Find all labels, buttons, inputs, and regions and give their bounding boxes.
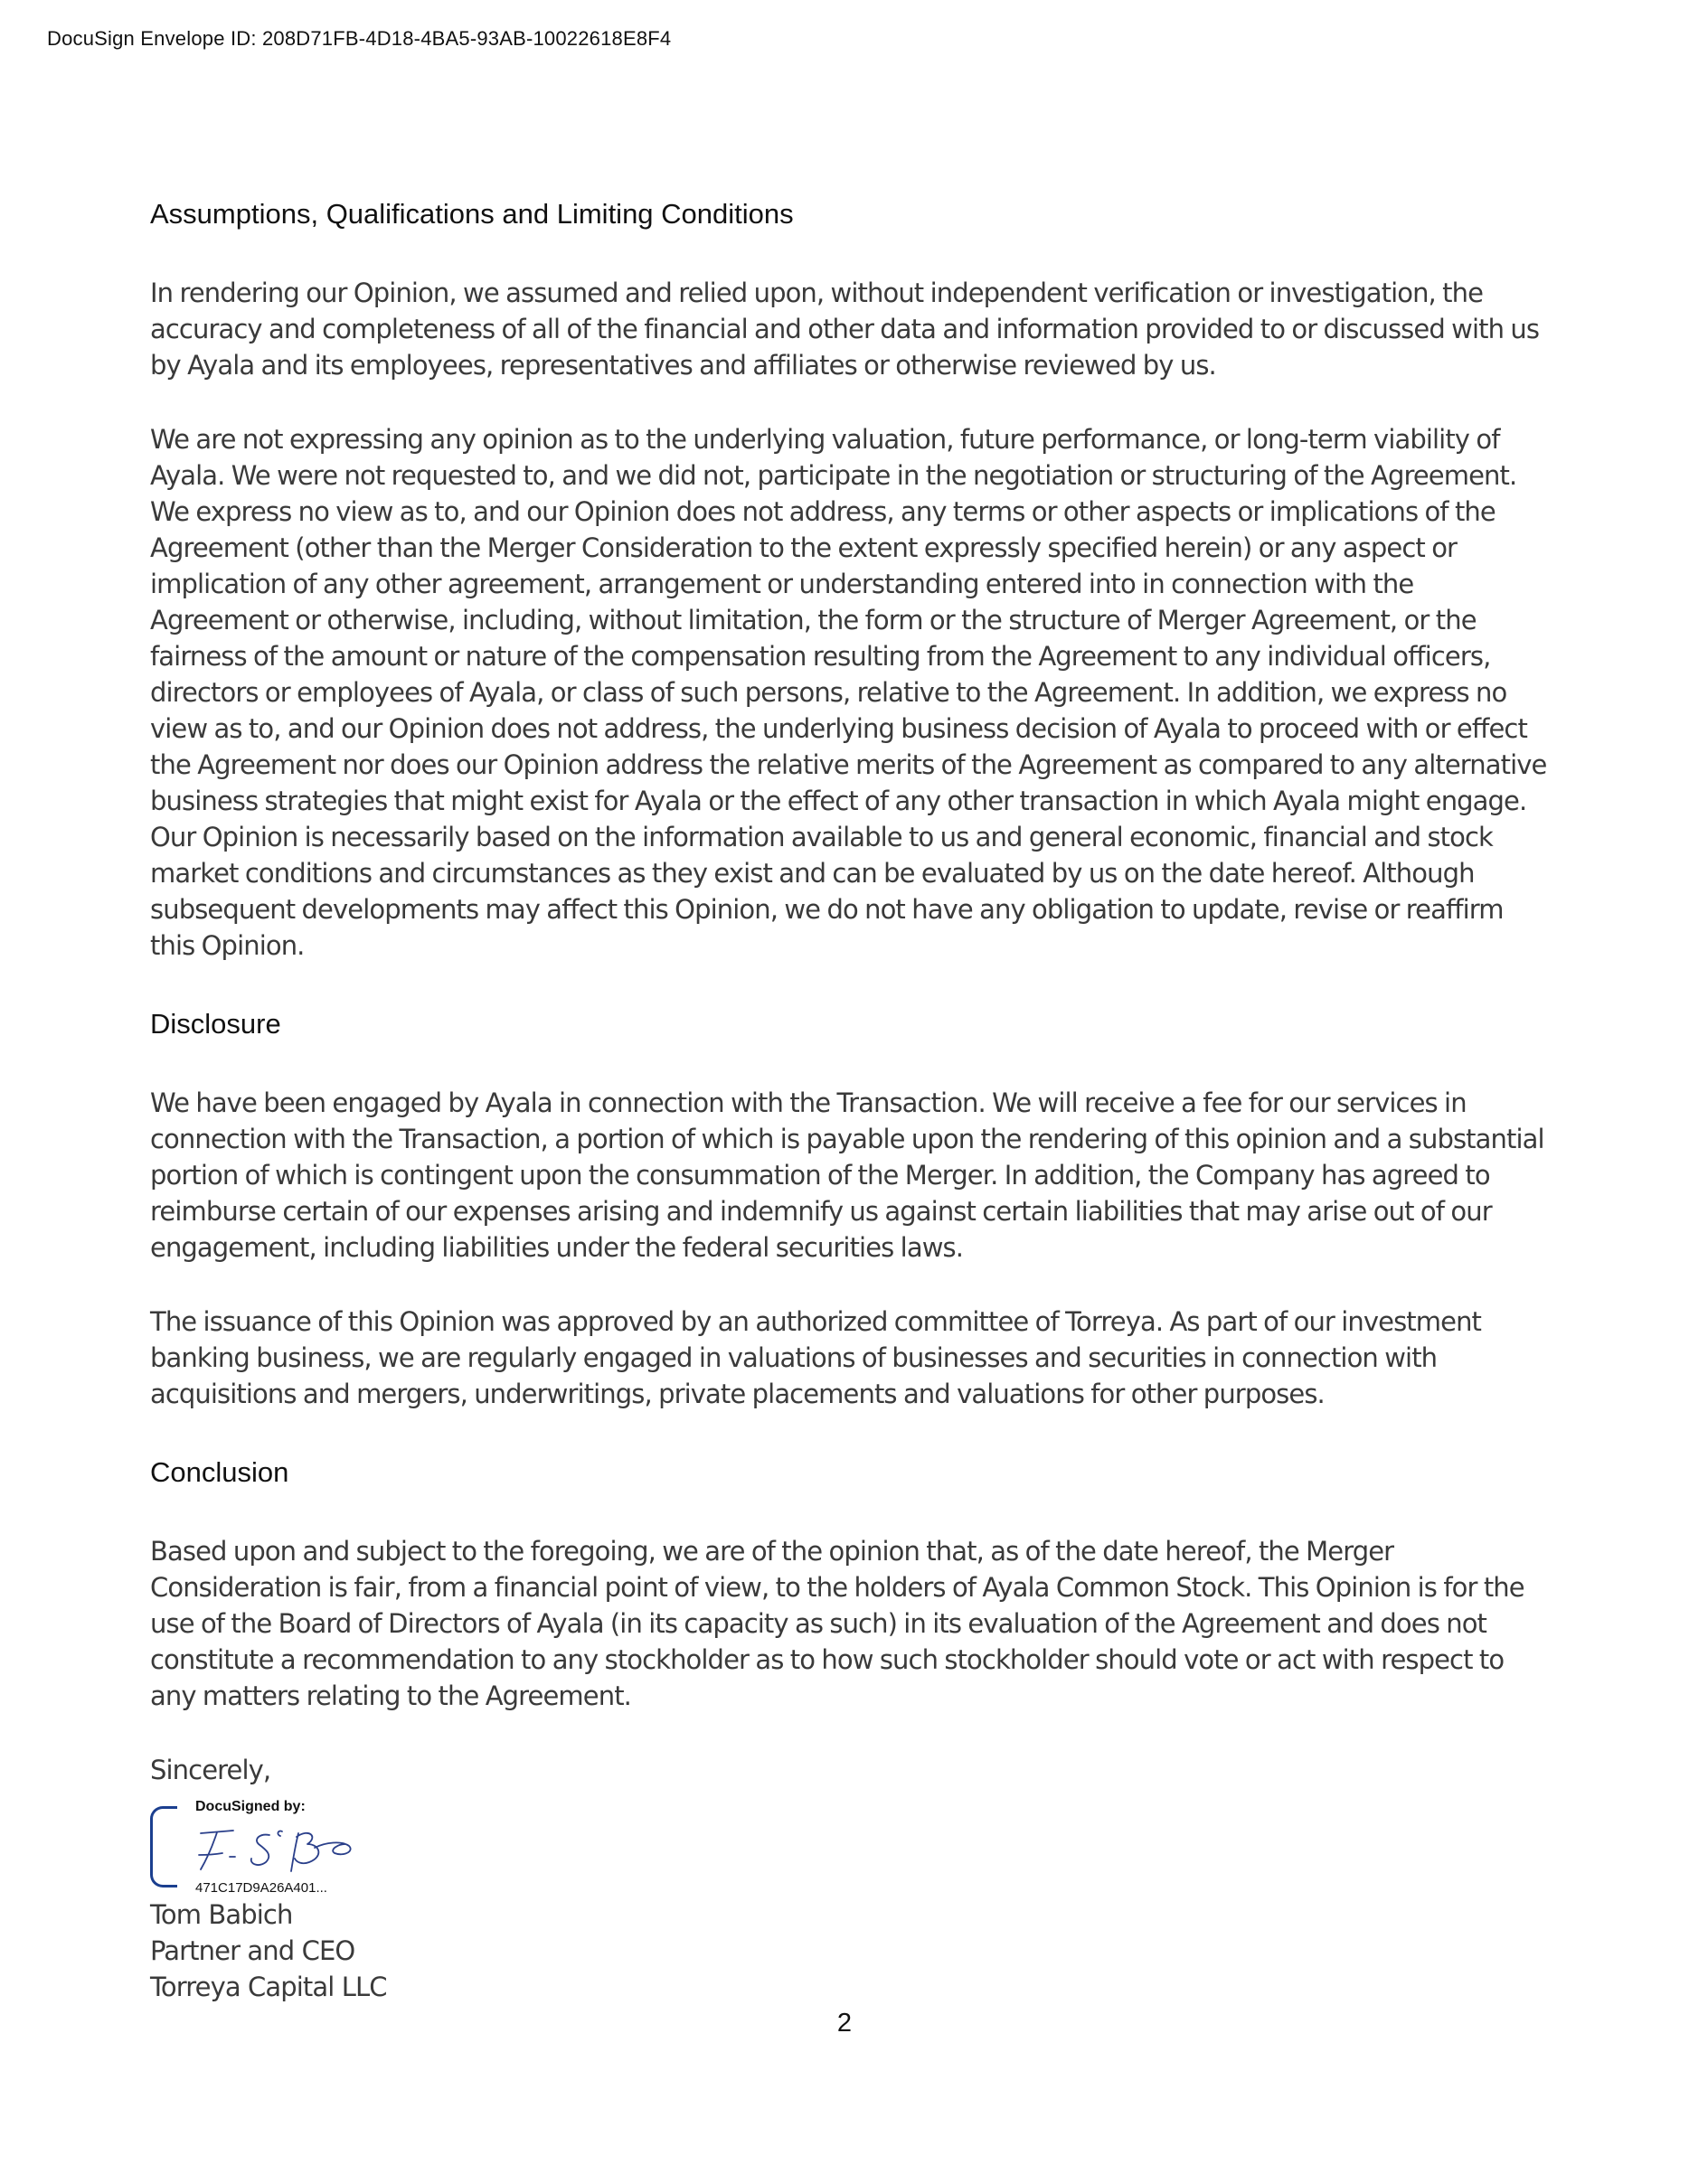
letter-body	[150, 192, 1553, 2005]
assumptions-heading: Assumptions, Qualifications and Limiting Conditions	[150, 198, 794, 230]
signer-name: Tom Babich	[150, 1899, 293, 1930]
disclosure-heading: Disclosure	[150, 1008, 281, 1040]
closing-salutation: Sincerely,	[150, 1755, 271, 1785]
assumptions-paragraph-1: In rendering our Opinion, we assumed and relied upon, without independent verification or investigation, the accuracy and completeness of all of the financial and other data and information provided to or discussed with us by Ayala and its employees, representatives and affiliates or otherwise reviewed by us.	[150, 278, 1540, 381]
page-number: 2	[836, 2009, 853, 2038]
signature-bracket	[150, 1806, 177, 1887]
docusign-envelope-id: DocuSign Envelope ID: 208D71FB-4D18-4BA5-93AB-10022618E8F4	[47, 27, 672, 50]
signer-company: Torreya Capital LLC	[150, 1972, 387, 2002]
docusign-signature-block	[150, 1799, 385, 1897]
signer-title: Partner and CEO	[150, 1935, 355, 1966]
conclusion-paragraph-1: Based upon and subject to the foregoing, we are of the opinion that, as of the date hereof, the Merger Consideration is fair, from a financial point of view, to the holders of Ayala Common Stock. This Opinion is for the use of the Board of Directors of Ayala (in its capacity as such) in its evaluation of the Agreement and does not constitute a recommendation to any stockholder as to how such stockholder should vote or act with respect to any matters relating to the Agreement.	[150, 1536, 1524, 1711]
disclosure-paragraph-2: The issuance of this Opinion was approved by an authorized committee of Torreya. As part of our investment banking business, we are regularly engaged in valuations of businesses and securities in connection with acquisitions and mergers, underwritings, private placements and valuations for other purposes.	[150, 1306, 1482, 1409]
conclusion-heading: Conclusion	[150, 1456, 289, 1488]
disclosure-paragraph-1: We have been engaged by Ayala in connection with the Transaction. We will receive a fee for our services in connection with the Transaction, a portion of which is payable upon the rendering of this opinion and a substantial portion of which is contingent upon the consummation of the Merger. In addition, the Company has agreed to reimburse certain of our expenses arising and indemnify us against certain liabilities that may arise out of our engagement, including liabilities under the federal securities laws.	[150, 1087, 1544, 1263]
docusign-code: 471C17D9A26A401...	[195, 1880, 327, 1896]
docusigned-by-label: DocuSigned by:	[195, 1799, 306, 1814]
handwritten-signature	[183, 1817, 373, 1880]
assumptions-paragraph-2: We are not expressing any opinion as to the underlying valuation, future performance, or long-term viability of Ayala. We were not requested to, and we did not, participate in the negotiation or structuring of the Agreement. We express no view as to, and our Opinion does not address, any terms or other aspects or implications of the Agreement (other than the Merger Consideration to the extent expressly specified herein) or any aspect or implication of any other agreement, arrangement or understanding entered into in connection with the Agreement or otherwise, including, without limitation, the form or the structure of Merger Agreement, or the fairness of the amount or nature of the compensation resulting from the Agreement to any individual officers, directors or employees of Ayala, or class of such persons, relative to the Agreement. In addition, we express no view as to, and our Opinion does not address, the underlying business decision of Ayala to proceed with or effect the Agreement nor does our Opinion address the relative merits of the Agreement as compared to any alternative business strategies that might exist for Ayala or the effect of any other transaction in which Ayala might engage. Our Opinion is necessarily based on the information available to us and general economic, financial and stock market conditions and circumstances as they exist and can be evaluated by us on the date hereof. Although subsequent developments may affect this Opinion, we do not have any obligation to update, revise or reaffirm this Opinion.	[150, 424, 1547, 961]
